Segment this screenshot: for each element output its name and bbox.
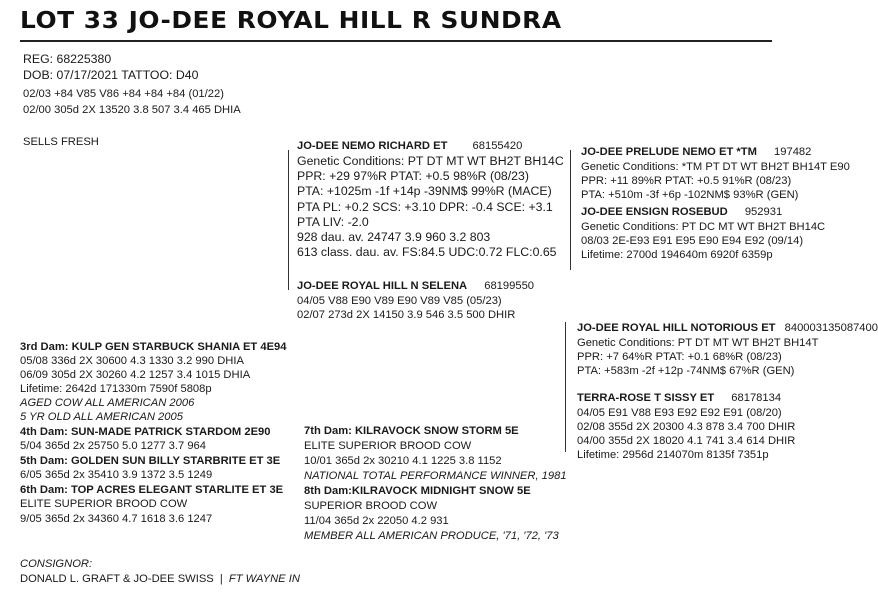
- lot-title: LOT 33 JO-DEE ROYAL HILL R SUNDRA: [20, 8, 562, 34]
- dam-sire-name: JO-DEE ROYAL HILL NOTORIOUS ET: [577, 322, 776, 334]
- consignor-separator: |: [219, 573, 223, 585]
- dam3-award: AGED COW ALL AMERICAN 2006: [20, 397, 195, 409]
- dam-dam-line: Lifetime: 2956d 214070m 8135f 7351p: [577, 449, 769, 461]
- dam8-name: 8th Dam:KILRAVOCK MIDNIGHT SNOW 5E: [304, 485, 531, 497]
- sire-name: JO-DEE NEMO RICHARD ET: [297, 140, 448, 152]
- consignor-location: FT WAYNE IN: [228, 573, 300, 585]
- sire-line: PTA PL: +0.2 SCS: +3.10 DPR: -0.4 SCE: +3.1: [297, 199, 553, 214]
- sire-dam-line: 08/03 2E-E93 E91 E95 E90 E94 E92 (09/14): [581, 235, 804, 247]
- sire-line: 613 class. dau. av. FS:84.5 UDC:0.72 FLC:0.65: [297, 245, 557, 260]
- dam-dam-name: TERRA-ROSE T SISSY ET: [577, 392, 715, 404]
- sire-sire-line: PPR: +11 89%R PTAT: +0.5 91%R (08/23): [581, 175, 792, 187]
- dam6-name: 6th Dam: TOP ACRES ELEGANT STARLITE ET 3E: [20, 484, 284, 496]
- dam4-name: 4th Dam: SUN-MADE PATRICK STARDOM 2E90: [20, 426, 271, 438]
- dam7-line: 10/01 365d 2x 30210 4.1 1225 3.8 1152: [304, 455, 502, 467]
- animal-reg: REG: 68225380: [23, 52, 112, 66]
- sire-dam-line: Lifetime: 2700d 194640m 6920f 6359p: [581, 249, 773, 261]
- dam-dam-reg: 68178134: [731, 392, 782, 404]
- dam3-name: 3rd Dam: KULP GEN STARBUCK SHANIA ET 4E94: [20, 341, 287, 353]
- dam3-line: 06/09 305d 2X 30260 4.2 1257 3.4 1015 DHIA: [20, 369, 251, 381]
- consignor-line: [20, 572, 300, 586]
- dam4-line: 5/04 365d 2x 25750 5.0 1277 3.7 964: [20, 440, 207, 452]
- dam-name: JO-DEE ROYAL HILL N SELENA: [297, 280, 468, 292]
- sire-sire-name: JO-DEE PRELUDE NEMO ET *TM: [581, 146, 757, 158]
- title-underline: [20, 40, 772, 42]
- dam-sire-block: [577, 321, 878, 378]
- dam-dam-line: 04/00 355d 2X 18020 4.1 741 3.4 614 DHIR: [577, 435, 796, 447]
- sire-line: PPR: +29 97%R PTAT: +0.5 98%R (08/23): [297, 169, 529, 184]
- dam5-name: 5th Dam: GOLDEN SUN BILLY STARBRITE ET 3E: [20, 455, 281, 467]
- dam-sire-line: PPR: +7 64%R PTAT: +0.1 68%R (08/23): [577, 351, 782, 363]
- dam3-line: 05/08 336d 2X 30600 4.3 1330 3.2 990 DHIA: [20, 355, 244, 367]
- animal-record-1: 02/03 +84 V85 V86 +84 +84 +84 (01/22): [23, 88, 224, 100]
- dam8-award: MEMBER ALL AMERICAN PRODUCE, '71, '72, '73: [304, 530, 559, 542]
- sire-line: 928 dau. av. 24747 3.9 960 3.2 803: [297, 230, 491, 245]
- dam-dam-block: [577, 391, 795, 462]
- sire-dam-reg: 952931: [744, 206, 783, 218]
- sire-line: Genetic Conditions: PT DT MT WT BH2T BH14C: [297, 154, 564, 168]
- sire-dam-name: JO-DEE ENSIGN ROSEBUD: [581, 206, 728, 218]
- dam-reg: 68199550: [484, 280, 535, 292]
- animal-dob: DOB: 07/17/2021 TATTOO: D40: [23, 68, 199, 82]
- dam8-line: SUPERIOR BROOD COW: [304, 500, 438, 512]
- consignor-name: DONALD L. GRAFT & JO-DEE SWISS: [20, 573, 214, 585]
- sire-block: [297, 139, 564, 260]
- sire-dam-block: [581, 205, 825, 262]
- sire-sire-reg: 197482: [774, 146, 812, 158]
- sire-line: PTA: +1025m -1f +14p -39NM$ 99%R (MACE): [297, 184, 552, 199]
- dam-block: [297, 279, 534, 322]
- dam-sire-line: PTA: +583m -2f +12p -74NM$ 67%R (GEN): [577, 365, 795, 377]
- dam-sire-line: Genetic Conditions: PT DT MT WT BH2T BH14T: [577, 337, 819, 349]
- dam7-line: ELITE SUPERIOR BROOD COW: [304, 440, 472, 452]
- deep-pedigree-left: [20, 340, 286, 526]
- dam-sire-reg: 840003135087400: [784, 322, 878, 334]
- dam6-line: 9/05 365d 2x 34360 4.7 1618 3.6 1247: [20, 513, 213, 525]
- dam-line: 02/07 273d 2X 14150 3.9 546 3.5 500 DHIR: [297, 309, 516, 321]
- pedigree-line-sire-dam: [288, 150, 289, 290]
- sale-note: SELLS FRESH: [23, 136, 99, 148]
- sire-sire-line: Genetic Conditions: *TM PT DT WT BH2T BH14T E90: [581, 161, 850, 173]
- dam7-award: NATIONAL TOTAL PERFORMANCE WINNER, 1981: [304, 470, 567, 482]
- dam7-name: 7th Dam: KILRAVOCK SNOW STORM 5E: [304, 425, 519, 437]
- sire-sire-line: PTA: +510m -3f +6p -102NM$ 93%R (GEN): [581, 189, 799, 201]
- deep-pedigree-middle: [304, 424, 567, 543]
- dam-dam-line: 02/08 355d 2X 20300 4.3 878 3.4 700 DHIR: [577, 421, 796, 433]
- dam6-line: ELITE SUPERIOR BROOD COW: [20, 498, 188, 510]
- dam-line: 04/05 V88 E90 V89 E90 V89 V85 (05/23): [297, 295, 502, 307]
- sire-sire-block: [581, 145, 850, 202]
- dam3-line: Lifetime: 2642d 171330m 7590f 5808p: [20, 383, 212, 395]
- consignor-label: CONSIGNOR:: [20, 558, 93, 570]
- sire-dam-line: Genetic Conditions: PT DC MT WT BH2T BH14C: [581, 221, 826, 233]
- dam-dam-line: 04/05 E91 V88 E93 E92 E92 E91 (08/20): [577, 407, 782, 419]
- sire-reg: 68155420: [472, 140, 523, 152]
- dam8-line: 11/04 365d 2x 22050 4.2 931: [304, 515, 449, 527]
- sire-line: PTA LIV: -2.0: [297, 214, 369, 229]
- animal-record-2: 02/00 305d 2X 13520 3.8 507 3.4 465 DHIA: [23, 104, 241, 116]
- pedigree-line-sire-parents: [570, 150, 571, 270]
- dam3-award: 5 YR OLD ALL AMERICAN 2005: [20, 411, 183, 423]
- dam5-line: 6/05 365d 2x 35410 3.9 1372 3.5 1249: [20, 469, 213, 481]
